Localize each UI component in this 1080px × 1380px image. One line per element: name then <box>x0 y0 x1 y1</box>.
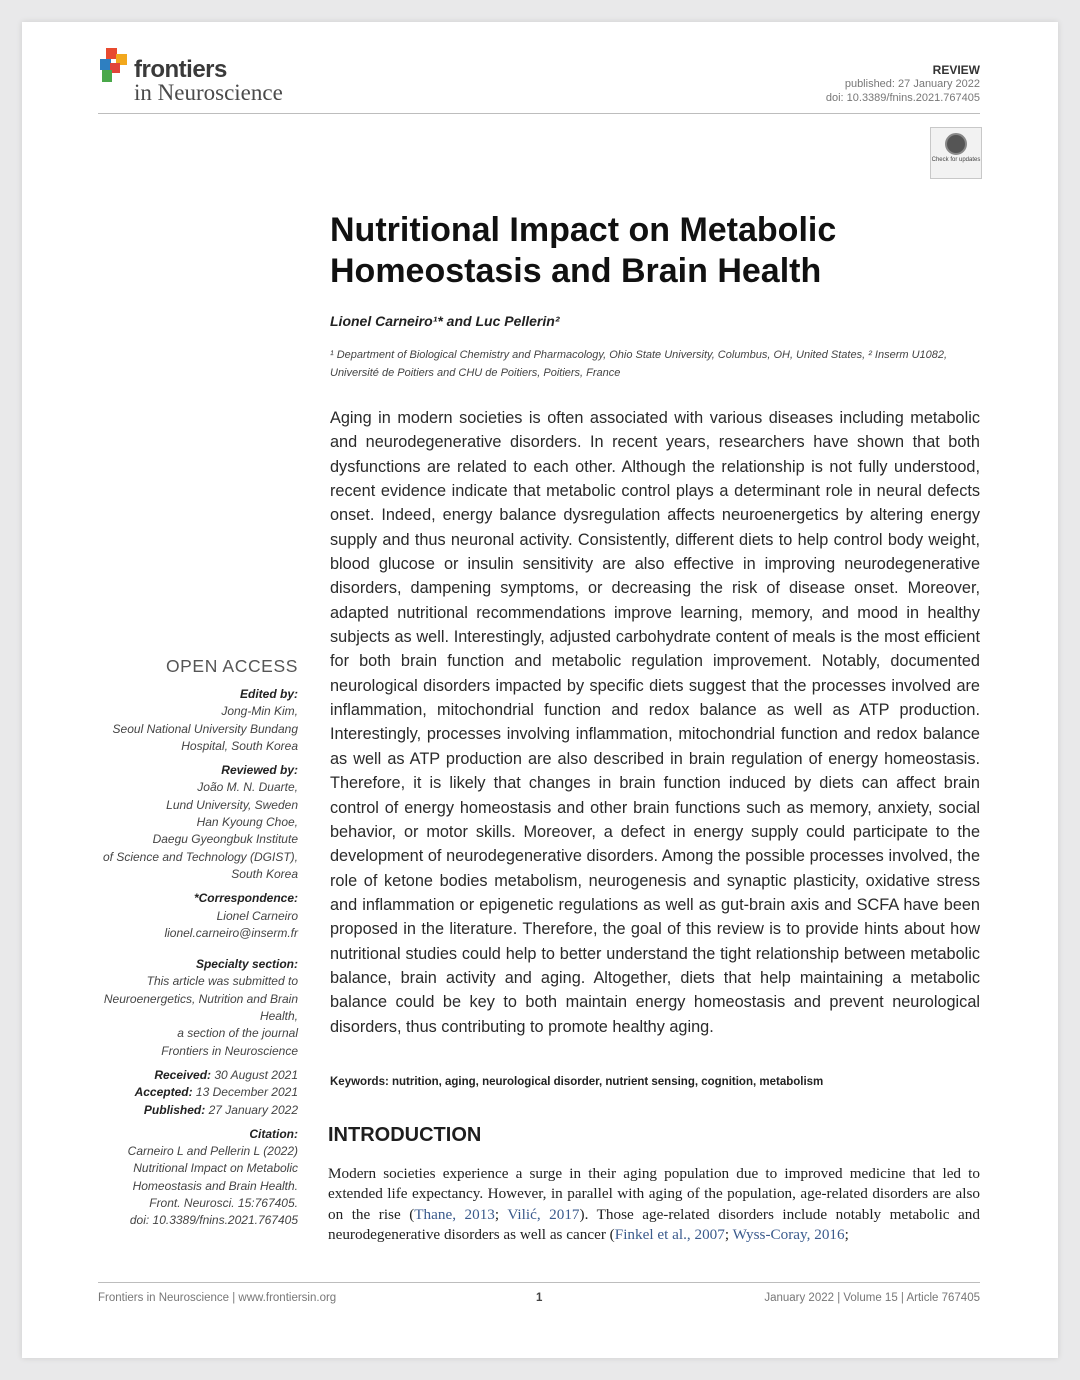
frontiers-logo-icon <box>98 48 130 84</box>
reviewed-by-label: Reviewed by: <box>221 763 298 778</box>
citation-line: Nutritional Impact on Metabolic <box>133 1161 298 1176</box>
specialty-block <box>96 956 298 1060</box>
reviewer-line: of Science and Technology (DGIST), <box>103 849 298 864</box>
article-type: REVIEW <box>932 63 980 77</box>
logo-journal-name: in Neuroscience <box>134 80 283 105</box>
accepted-date: Accepted: 13 December 2021 <box>134 1085 298 1100</box>
reviewed-by-block <box>96 762 298 883</box>
footer-journal[interactable]: Frontiers in Neuroscience | www.frontiersin.org <box>98 1292 337 1304</box>
editor-line: Seoul National University Bundang <box>112 721 298 736</box>
citation-line: Homeostasis and Brain Health. <box>132 1178 298 1193</box>
correspondence-email[interactable]: lionel.carneiro@inserm.fr <box>164 925 298 940</box>
citation-line: doi: 10.3389/fnins.2021.767405 <box>129 1213 298 1228</box>
article-authors: Lionel Carneiro¹* and Luc Pellerin² <box>330 313 560 329</box>
citation-line: Carneiro L and Pellerin L (2022) <box>127 1144 298 1159</box>
edited-by-block <box>96 686 298 755</box>
editor-line: Jong-Min Kim, <box>221 704 298 719</box>
specialty-line: Neuroenergetics, Nutrition and Brain <box>103 991 298 1006</box>
citation-link[interactable]: Vilić, 2017 <box>507 1205 580 1223</box>
published-date-sidebar: Published: 27 January 2022 <box>143 1102 298 1117</box>
dates-block <box>96 1067 298 1119</box>
article-title: Nutritional Impact on Metabolic Homeostasis and Brain Health <box>330 211 837 290</box>
introduction-text: Modern societies experience a surge in their aging population due to improved medicine that led to extended life expectancy. However, in parallel with aging of the population, age-related disorders are also on the rise (Thane, 2013; Vilić, 2017). Those age-related disorders include notably metabolic and neurodegenerative disorders as well as cancer (Finkel et al., 2007; Wyss-Coray, 2016; <box>328 1165 980 1243</box>
article-info-sidebar <box>96 655 298 1237</box>
specialty-label: Specialty section: <box>195 957 298 972</box>
reviewer-line: Han Kyoung Choe, <box>196 815 298 830</box>
correspondence-block <box>96 890 298 942</box>
footer-article-info: January 2022 | Volume 15 | Article 767405 <box>764 1292 980 1304</box>
check-for-updates-button[interactable] <box>930 127 982 179</box>
doi[interactable]: doi: 10.3389/fnins.2021.767405 <box>825 92 980 104</box>
editor-line: Hospital, South Korea <box>181 738 298 753</box>
page-number: 1 <box>536 1292 543 1304</box>
correspondence-label: *Correspondence: <box>193 891 298 906</box>
specialty-line: a section of the journal <box>177 1026 298 1041</box>
edited-by-label: Edited by: <box>239 687 298 701</box>
correspondence-name: Lionel Carneiro <box>216 908 298 923</box>
published-date: published: 27 January 2022 <box>844 78 980 90</box>
citation-block <box>96 1126 298 1230</box>
citation-link[interactable]: Finkel et al., 2007 <box>614 1225 725 1243</box>
citation-label: Citation: <box>249 1126 298 1141</box>
open-access-label: OPEN ACCESS <box>165 656 298 676</box>
specialty-line: Frontiers in Neuroscience <box>161 1043 298 1058</box>
citation-line: Front. Neurosci. 15:767405. <box>149 1196 298 1211</box>
reviewer-line: Daegu Gyeongbuk Institute <box>152 832 298 847</box>
check-updates-label: Check for updates <box>931 157 981 163</box>
reviewer-line: South Korea <box>231 866 298 881</box>
header-divider <box>98 113 980 114</box>
received-date: Received: 30 August 2021 <box>154 1067 298 1082</box>
article-meta <box>680 63 980 105</box>
section-heading-introduction: INTRODUCTION <box>328 1124 482 1146</box>
citation-link[interactable]: Wyss-Coray, 2016 <box>732 1225 845 1243</box>
specialty-line: Health, <box>259 1009 298 1024</box>
abstract: Aging in modern societies is often associated with various diseases including metabolic and neurodegenerative disorders. In recent years, researchers have shown that both dysfunctions are related to each other. Although the relationship is not fully understood, recent evidence indicate that metabolic control plays a determinant role in neural defects onset. Indeed, energy balance dysregulation affects neuroenergetics by altering energy supply and thus neuronal activity. Consistently, different diets to help control body weight, blood glucose or insulin sensitivity are also effective in improving neurodegenerative disorders, dampening symptoms, or decreasing the risk of disease onset. Moreover, adapted nutritional recommendations improve learning, memory, and mood in healthy subjects as well. Interestingly, adjusted carbohydrate content of meals is the most efficient for both brain function and metabolic regulation improvement. Notably, documented neurological disorders impacted by specific diets suggest that the processes involved are inflammation, mitochondrial function and redox balance as well as ATP production. Interestingly, processes involving inflammation, mitochondrial function and redox balance as well as ATP production are also described in brain regulation of energy homeostasis. Therefore, it is likely that changes in brain function induced by diets can affect brain control of energy homeostasis and other brain functions such as memory, anxiety, social behavior, or motor skills. Moreover, a defect in energy supply could participate to the development of neurodegenerative disorders. Among the possible processes involved, the role of ketone bodies metabolism, neurogenesis and synaptic plasticity, oxidative stress and inflammation or epigenetic regulations as well as gut-brain axis and SCFA have been proposed in the literature. Therefore, the goal of this review is to provide hints about how nutritional studies could help to better understand the tight relationship between metabolic balance, brain activity and aging. Altogether, diets that help maintaining a metabolic balance could be key to both maintain energy homeostasis and prevent neurological disorders, thus contributing to promote healthy aging. <box>330 409 980 1036</box>
citation-link[interactable]: Thane, 2013 <box>414 1205 495 1223</box>
check-updates-icon <box>945 133 967 155</box>
footer-divider <box>98 1282 980 1283</box>
specialty-line: This article was submitted to <box>146 974 298 989</box>
author-affiliations: ¹ Department of Biological Chemistry and Pharmacology, Ohio State University, Columbus, OH, United States, ² Inserm U1082, Université de Poitiers and CHU de Poitiers, Poitiers, France <box>330 349 948 379</box>
reviewer-line: Lund University, Sweden <box>166 797 298 812</box>
keywords <box>330 1076 980 1088</box>
reviewer-line: João M. N. Duarte, <box>197 780 298 795</box>
keywords-list: nutrition, aging, neurological disorder, nutrient sensing, cognition, metabolism <box>392 1076 824 1088</box>
keywords-label: Keywords: <box>330 1076 389 1088</box>
logo-wordmark: frontiers <box>134 56 227 83</box>
